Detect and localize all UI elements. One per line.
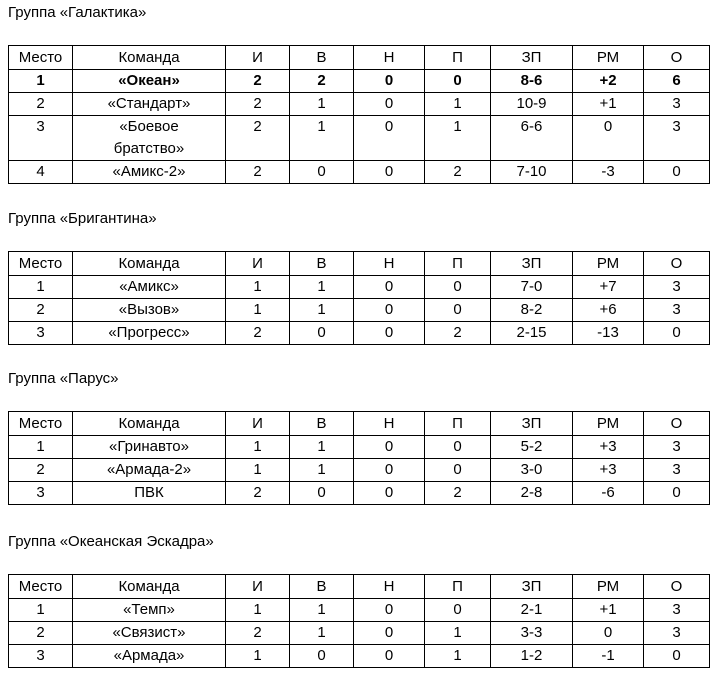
- games-cell: 1: [226, 436, 290, 459]
- losses-cell: 0: [425, 276, 491, 299]
- column-header: Команда: [73, 575, 226, 599]
- column-header: ЗП: [491, 46, 573, 70]
- wins-cell: 0: [290, 645, 354, 668]
- points-cell: 3: [644, 436, 710, 459]
- column-header: П: [425, 575, 491, 599]
- column-header: И: [226, 575, 290, 599]
- losses-cell: 0: [425, 599, 491, 622]
- goals-cell: 8-2: [491, 299, 573, 322]
- column-header: ЗП: [491, 575, 573, 599]
- draws-cell: 0: [354, 93, 425, 116]
- diff-cell: -1: [573, 645, 644, 668]
- team-cell: «Армада-2»: [73, 459, 226, 482]
- games-cell: 2: [226, 622, 290, 645]
- games-cell: 2: [226, 161, 290, 184]
- column-header: О: [644, 575, 710, 599]
- draws-cell: 0: [354, 459, 425, 482]
- goals-cell: 3-3: [491, 622, 573, 645]
- losses-cell: 0: [425, 299, 491, 322]
- diff-cell: +7: [573, 276, 644, 299]
- diff-cell: -13: [573, 322, 644, 345]
- diff-cell: 0: [573, 116, 644, 161]
- wins-cell: 0: [290, 161, 354, 184]
- column-header: РМ: [573, 252, 644, 276]
- team-cell: «Боевое братство»: [73, 116, 226, 161]
- header-row: [9, 575, 710, 599]
- group-title: Группа «Бригантина»: [8, 210, 157, 227]
- wins-cell: 1: [290, 299, 354, 322]
- column-header: Н: [354, 46, 425, 70]
- draws-cell: 0: [354, 276, 425, 299]
- draws-cell: 0: [354, 322, 425, 345]
- games-cell: 2: [226, 93, 290, 116]
- team-cell: «Темп»: [73, 599, 226, 622]
- draws-cell: 0: [354, 299, 425, 322]
- points-cell: 3: [644, 116, 710, 161]
- points-cell: 6: [644, 70, 710, 93]
- points-cell: 0: [644, 482, 710, 505]
- wins-cell: 1: [290, 622, 354, 645]
- wins-cell: 0: [290, 322, 354, 345]
- standings-table: [8, 251, 710, 345]
- team-cell: «Армада»: [73, 645, 226, 668]
- goals-cell: 6-6: [491, 116, 573, 161]
- table-row: [9, 116, 710, 161]
- goals-cell: 2-1: [491, 599, 573, 622]
- diff-cell: -6: [573, 482, 644, 505]
- header-row: [9, 46, 710, 70]
- team-cell: «Связист»: [73, 622, 226, 645]
- draws-cell: 0: [354, 436, 425, 459]
- table-row: [9, 93, 710, 116]
- losses-cell: 2: [425, 482, 491, 505]
- place-cell: 3: [9, 322, 73, 345]
- draws-cell: 0: [354, 116, 425, 161]
- column-header: О: [644, 252, 710, 276]
- column-header: Место: [9, 252, 73, 276]
- column-header: Н: [354, 575, 425, 599]
- column-header: В: [290, 575, 354, 599]
- table-row: [9, 276, 710, 299]
- wins-cell: 1: [290, 116, 354, 161]
- column-header: РМ: [573, 46, 644, 70]
- diff-cell: -3: [573, 161, 644, 184]
- table-row: [9, 161, 710, 184]
- team-cell: «Гринавто»: [73, 436, 226, 459]
- points-cell: 3: [644, 93, 710, 116]
- diff-cell: +3: [573, 436, 644, 459]
- column-header: Место: [9, 46, 73, 70]
- points-cell: 3: [644, 299, 710, 322]
- team-cell: «Океан»: [73, 70, 226, 93]
- diff-cell: +1: [573, 93, 644, 116]
- table-row: [9, 436, 710, 459]
- games-cell: 1: [226, 299, 290, 322]
- games-cell: 2: [226, 322, 290, 345]
- losses-cell: 1: [425, 645, 491, 668]
- losses-cell: 2: [425, 161, 491, 184]
- table-row: [9, 70, 710, 93]
- points-cell: 3: [644, 276, 710, 299]
- group-title: Группа «Парус»: [8, 370, 119, 387]
- column-header: Н: [354, 412, 425, 436]
- wins-cell: 1: [290, 599, 354, 622]
- diff-cell: 0: [573, 622, 644, 645]
- team-cell: «Амикс-2»: [73, 161, 226, 184]
- column-header: О: [644, 412, 710, 436]
- goals-cell: 7-0: [491, 276, 573, 299]
- column-header: Команда: [73, 412, 226, 436]
- header-row: [9, 252, 710, 276]
- place-cell: 1: [9, 70, 73, 93]
- team-cell: «Стандарт»: [73, 93, 226, 116]
- games-cell: 1: [226, 599, 290, 622]
- place-cell: 3: [9, 482, 73, 505]
- losses-cell: 1: [425, 116, 491, 161]
- table-row: [9, 645, 710, 668]
- place-cell: 3: [9, 645, 73, 668]
- goals-cell: 2-15: [491, 322, 573, 345]
- place-cell: 3: [9, 116, 73, 161]
- goals-cell: 1-2: [491, 645, 573, 668]
- points-cell: 0: [644, 322, 710, 345]
- losses-cell: 1: [425, 622, 491, 645]
- column-header: И: [226, 252, 290, 276]
- column-header: О: [644, 46, 710, 70]
- games-cell: 1: [226, 459, 290, 482]
- points-cell: 3: [644, 622, 710, 645]
- standings-table: [8, 45, 710, 184]
- losses-cell: 2: [425, 322, 491, 345]
- goals-cell: 2-8: [491, 482, 573, 505]
- wins-cell: 2: [290, 70, 354, 93]
- table-row: [9, 482, 710, 505]
- wins-cell: 1: [290, 459, 354, 482]
- header-row: [9, 412, 710, 436]
- column-header: И: [226, 46, 290, 70]
- points-cell: 3: [644, 459, 710, 482]
- place-cell: 2: [9, 622, 73, 645]
- draws-cell: 0: [354, 482, 425, 505]
- place-cell: 2: [9, 93, 73, 116]
- draws-cell: 0: [354, 645, 425, 668]
- goals-cell: 10-9: [491, 93, 573, 116]
- wins-cell: 1: [290, 93, 354, 116]
- goals-cell: 3-0: [491, 459, 573, 482]
- team-cell: ПВК: [73, 482, 226, 505]
- column-header: И: [226, 412, 290, 436]
- goals-cell: 8-6: [491, 70, 573, 93]
- column-header: П: [425, 46, 491, 70]
- group-title: Группа «Галактика»: [8, 4, 147, 21]
- draws-cell: 0: [354, 70, 425, 93]
- column-header: П: [425, 252, 491, 276]
- wins-cell: 0: [290, 482, 354, 505]
- column-header: ЗП: [491, 412, 573, 436]
- place-cell: 1: [9, 276, 73, 299]
- column-header: П: [425, 412, 491, 436]
- column-header: В: [290, 252, 354, 276]
- games-cell: 2: [226, 116, 290, 161]
- points-cell: 0: [644, 161, 710, 184]
- column-header: РМ: [573, 412, 644, 436]
- goals-cell: 7-10: [491, 161, 573, 184]
- standings-table: [8, 574, 710, 668]
- diff-cell: +6: [573, 299, 644, 322]
- table-row: [9, 599, 710, 622]
- table-row: [9, 322, 710, 345]
- losses-cell: 0: [425, 436, 491, 459]
- points-cell: 0: [644, 645, 710, 668]
- column-header: В: [290, 412, 354, 436]
- column-header: Место: [9, 575, 73, 599]
- games-cell: 2: [226, 70, 290, 93]
- draws-cell: 0: [354, 599, 425, 622]
- team-cell: «Вызов»: [73, 299, 226, 322]
- points-cell: 3: [644, 599, 710, 622]
- column-header: Команда: [73, 252, 226, 276]
- column-header: Место: [9, 412, 73, 436]
- games-cell: 1: [226, 276, 290, 299]
- losses-cell: 1: [425, 93, 491, 116]
- losses-cell: 0: [425, 459, 491, 482]
- table-row: [9, 459, 710, 482]
- diff-cell: +1: [573, 599, 644, 622]
- column-header: В: [290, 46, 354, 70]
- table-row: [9, 299, 710, 322]
- place-cell: 1: [9, 599, 73, 622]
- column-header: Команда: [73, 46, 226, 70]
- diff-cell: +2: [573, 70, 644, 93]
- column-header: ЗП: [491, 252, 573, 276]
- group-title: Группа «Океанская Эскадра»: [8, 533, 214, 550]
- diff-cell: +3: [573, 459, 644, 482]
- goals-cell: 5-2: [491, 436, 573, 459]
- place-cell: 1: [9, 436, 73, 459]
- column-header: РМ: [573, 575, 644, 599]
- place-cell: 4: [9, 161, 73, 184]
- place-cell: 2: [9, 459, 73, 482]
- table-row: [9, 622, 710, 645]
- place-cell: 2: [9, 299, 73, 322]
- games-cell: 1: [226, 645, 290, 668]
- column-header: Н: [354, 252, 425, 276]
- wins-cell: 1: [290, 436, 354, 459]
- standings-table: [8, 411, 710, 505]
- draws-cell: 0: [354, 622, 425, 645]
- wins-cell: 1: [290, 276, 354, 299]
- draws-cell: 0: [354, 161, 425, 184]
- team-cell: «Прогресс»: [73, 322, 226, 345]
- team-cell: «Амикс»: [73, 276, 226, 299]
- losses-cell: 0: [425, 70, 491, 93]
- games-cell: 2: [226, 482, 290, 505]
